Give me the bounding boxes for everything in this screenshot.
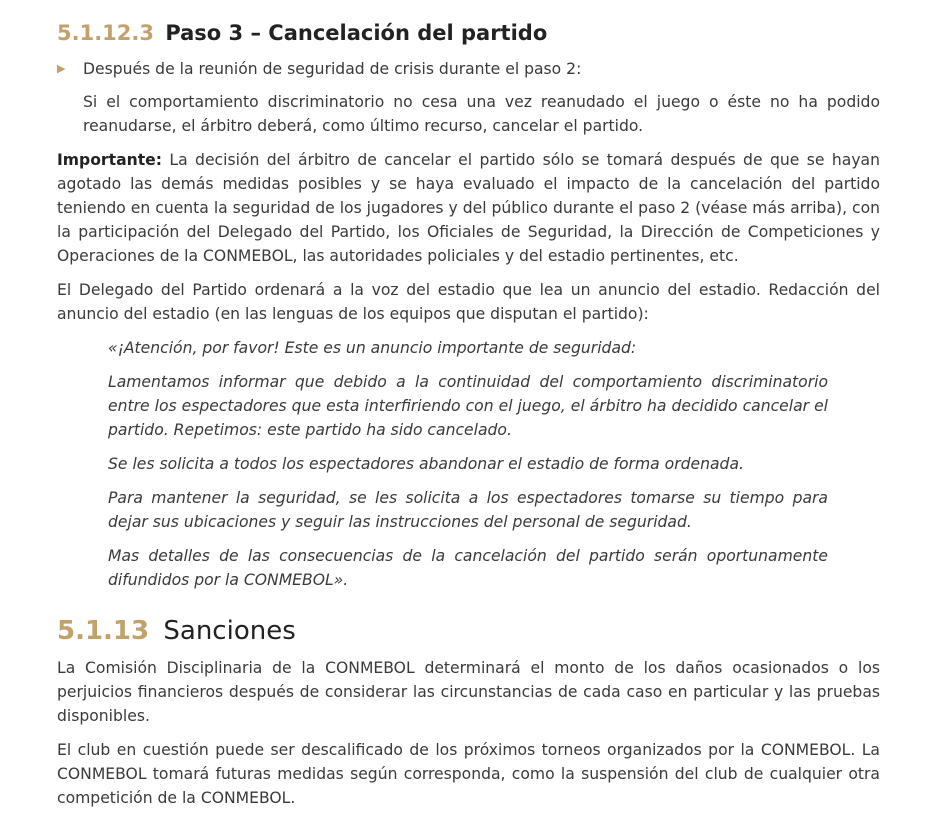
section-number: 5.1.13 <box>57 616 150 646</box>
sanctions-paragraph: La Comisión Disciplinaria de la CONMEBOL determinará el monto de los daños ocasionados o los perjuicios financieros después de considerar las circunstancias de cada caso en particular y las pruebas disponibles. <box>57 659 880 725</box>
stadium-announcement <box>108 336 828 592</box>
section-title: Paso 3 – Cancelación del partido <box>165 21 548 45</box>
important-paragraph <box>57 148 880 268</box>
document-page <box>57 18 880 810</box>
important-text: La decisión del árbitro de cancelar el partido sólo se tomará después de que se hayan agotado las demás medidas posibles y se haya evaluado el impacto de la cancelación del partido teniendo en cuenta la seguridad de los jugadores y del público durante el paso 2 (véase más arriba), con la participación del Delegado del Partido, los Oficiales de Seguridad, la Dirección de Competiciones y Operaciones de la CONMEBOL, las autoridades policiales y del estadio pertinentes, etc. <box>57 151 880 265</box>
section-heading-paso-3 <box>57 18 880 48</box>
delegate-paragraph: El Delegado del Partido ordenará a la voz del estadio que lea un anuncio del estadio. Redacción del anuncio del estadio (en las lenguas de los equipos que disputan el partido): <box>57 281 880 323</box>
announcement-line: Para mantener la seguridad, se les solicita a los espectadores tomarse su tiempo para dejar sus ubicaciones y seguir las instrucciones del personal de seguridad. <box>108 489 828 531</box>
announcement-line: Mas detalles de las consecuencias de la cancelación del partido serán oportunamente difundidos por la CONMEBOL». <box>108 547 828 589</box>
announcement-line: Se les solicita a todos los espectadores abandonar el estadio de forma ordenada. <box>108 455 744 473</box>
announcement-line: Lamentamos informar que debido a la continuidad del comportamiento discriminatorio entre los espectadores que esta interfiriendo con el juego, el árbitro ha decidido cancelar el partido. Repetimos: este partido ha sido cancelado. <box>108 373 828 439</box>
section-title: Sanciones <box>163 616 296 646</box>
bullet-text: Después de la reunión de seguridad de crisis durante el paso 2: <box>83 60 582 78</box>
section-number: 5.1.12.3 <box>57 21 154 45</box>
bullet-item <box>57 57 880 81</box>
announcement-line: «¡Atención, por favor! Este es un anuncio importante de seguridad: <box>108 339 637 357</box>
important-label: Importante: <box>57 151 162 169</box>
section-heading-sanciones <box>57 614 880 648</box>
triangle-bullet-icon: ▶ <box>57 62 66 75</box>
sanctions-paragraph: El club en cuestión puede ser descalificado de los próximos torneos organizados por la CONMEBOL. La CONMEBOL tomará futuras medidas según corresponda, como la suspensión del club de cualquier otra competición de la CONMEBOL. <box>57 741 880 807</box>
bullet-sub-paragraph: Si el comportamiento discriminatorio no cesa una vez reanudado el juego o éste no ha podido reanudarse, el árbitro deberá, como último recurso, cancelar el partido. <box>83 93 880 135</box>
